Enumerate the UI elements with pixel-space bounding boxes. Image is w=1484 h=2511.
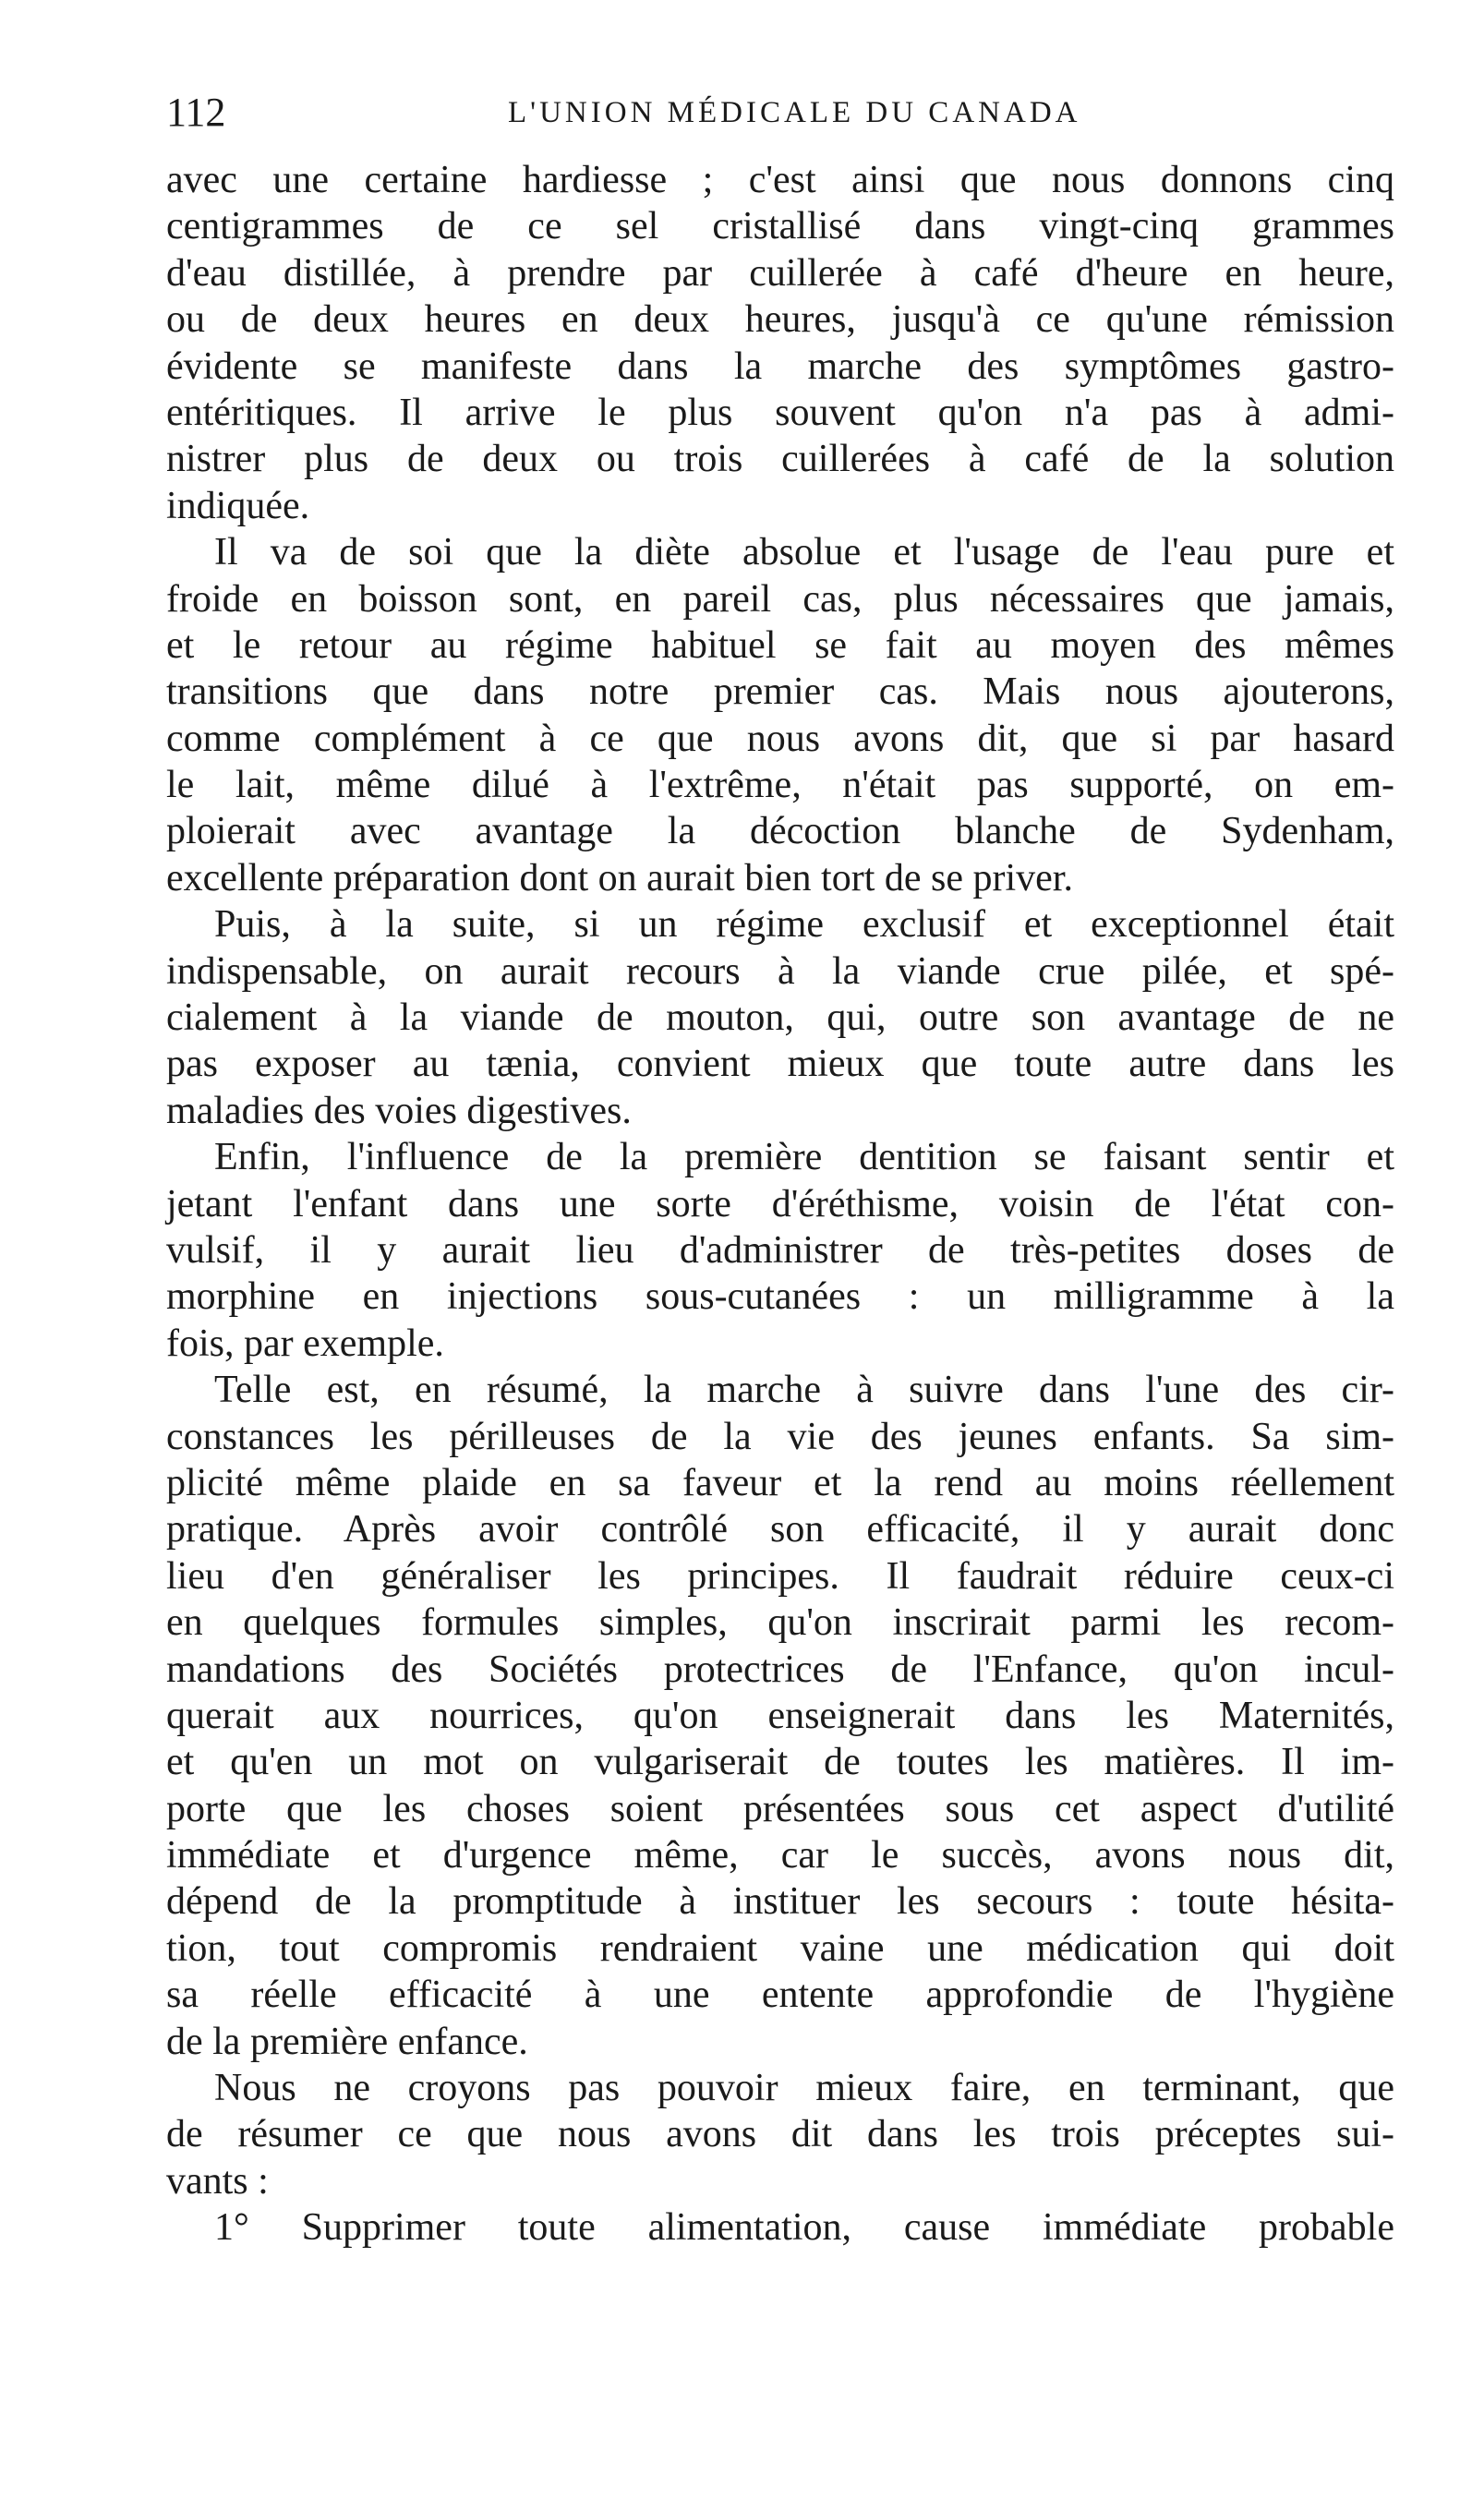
text-line: maladies des voies digestives. [166, 1089, 632, 1132]
text-line: de la première enfance. [166, 2020, 528, 2063]
text-line: 1° Supprimer toute alimentation, cause immédiate probable [214, 2206, 1394, 2250]
text-line: excellente préparation dont on aurait bien tort de se priver. [166, 856, 1073, 899]
body-text [166, 157, 1394, 2251]
text-line: Nous ne croyons pas pouvoir mieux faire, en terminant, que [214, 2067, 1394, 2110]
text-line: pas exposer au tænia, convient mieux que toute autre dans les [166, 1043, 1394, 1086]
text-line: avec une certaine hardiesse ; c'est ainsi que nous donnons cinq [166, 159, 1394, 201]
text-line: sa réelle efficacité à une entente approfondie de l'hygiène [166, 1974, 1394, 2017]
text-line: morphine en injections sous-cutanées : un milligramme à la [166, 1275, 1394, 1319]
text-line: transitions que dans notre premier cas. Mais nous ajouterons, [166, 670, 1394, 714]
text-line: d'eau distillée, à prendre par cuillerée à café d'heure en heure, [166, 251, 1394, 295]
text-line: cialement à la viande de mouton, qui, outre son avantage de ne [166, 996, 1394, 1040]
text-line: ploierait avec avantage la décoction blanche de Sydenham, [166, 810, 1394, 853]
text-line: en quelques formules simples, qu'on inscrirait parmi les recom- [166, 1601, 1394, 1645]
text-line: de résumer ce que nous avons dit dans les trois préceptes sui- [166, 2113, 1394, 2156]
text-line: indiquée. [166, 484, 310, 527]
text-line: froide en boisson sont, en pareil cas, plus nécessaires que jamais, [166, 577, 1394, 621]
text-line: ou de deux heures en deux heures, jusqu'à ce qu'une rémission [166, 298, 1394, 342]
text-line: Telle est, en résumé, la marche à suivre dans l'une des cir- [214, 1369, 1394, 1412]
text-line: dépend de la promptitude à instituer les secours : toute hésita- [166, 1880, 1394, 1924]
text-line: querait aux nourrices, qu'on enseignerait dans les Maternités, [166, 1694, 1394, 1737]
running-title: L'UNION MÉDICALE DU CANADA [508, 96, 1081, 129]
text-line: centigrammes de ce sel cristallisé dans vingt-cinq grammes [166, 205, 1394, 248]
text-line: indispensable, on aurait recours à la viande crue pilée, et spé- [166, 949, 1394, 993]
text-line: immédiate et d'urgence même, car le succès, avons nous dit, [166, 1834, 1394, 1877]
text-line: et le retour au régime habituel se fait au moyen des mêmes [166, 623, 1394, 667]
text-line: pratique. Après avoir contrôlé son efficacité, il y aurait donc [166, 1508, 1394, 1551]
text-line: Enfin, l'influence de la première dentition se faisant sentir et [214, 1136, 1394, 1179]
text-line: Puis, à la suite, si un régime exclusif et exceptionnel était [214, 903, 1394, 947]
text-line: constances les périlleuses de la vie des jeunes enfants. Sa sim- [166, 1415, 1394, 1458]
text-line: vulsif, il y aurait lieu d'administrer de très-petites doses de [166, 1228, 1394, 1272]
text-line: plicité même plaide en sa faveur et la rend au moins réellement [166, 1461, 1394, 1504]
text-line: lieu d'en généraliser les principes. Il faudrait réduire ceux-ci [166, 1554, 1394, 1598]
page-number: 112 [166, 90, 226, 135]
text-line: entéritiques. Il arrive le plus souvent qu'on n'a pas à admi- [166, 391, 1394, 434]
text-line: tion, tout compromis rendraient vaine une médication qui doit [166, 1926, 1394, 1970]
text-line: et qu'en un mot on vulgariserait de toutes les matières. Il im- [166, 1741, 1394, 1784]
text-line: porte que les choses soient présentées sous cet aspect d'utilité [166, 1787, 1394, 1830]
text-line: comme complément à ce que nous avons dit, que si par hasard [166, 717, 1394, 760]
text-line: évidente se manifeste dans la marche des symptômes gastro- [166, 344, 1394, 388]
text-line: mandations des Sociétés protectrices de l'Enfance, qu'on incul- [166, 1648, 1394, 1691]
text-line: jetant l'enfant dans une sorte d'éréthisme, voisin de l'état con- [166, 1182, 1394, 1225]
text-line: vants : [166, 2159, 269, 2203]
text-line: nistrer plus de deux ou trois cuillerées à café de la solution [166, 438, 1394, 481]
page-header [166, 89, 1385, 144]
text-line: fois, par exemple. [166, 1322, 444, 1365]
text-line: Il va de soi que la diète absolue et l'usage de l'eau pure et [214, 531, 1394, 574]
text-line: le lait, même dilué à l'extrême, n'était pas supporté, on em- [166, 764, 1394, 807]
